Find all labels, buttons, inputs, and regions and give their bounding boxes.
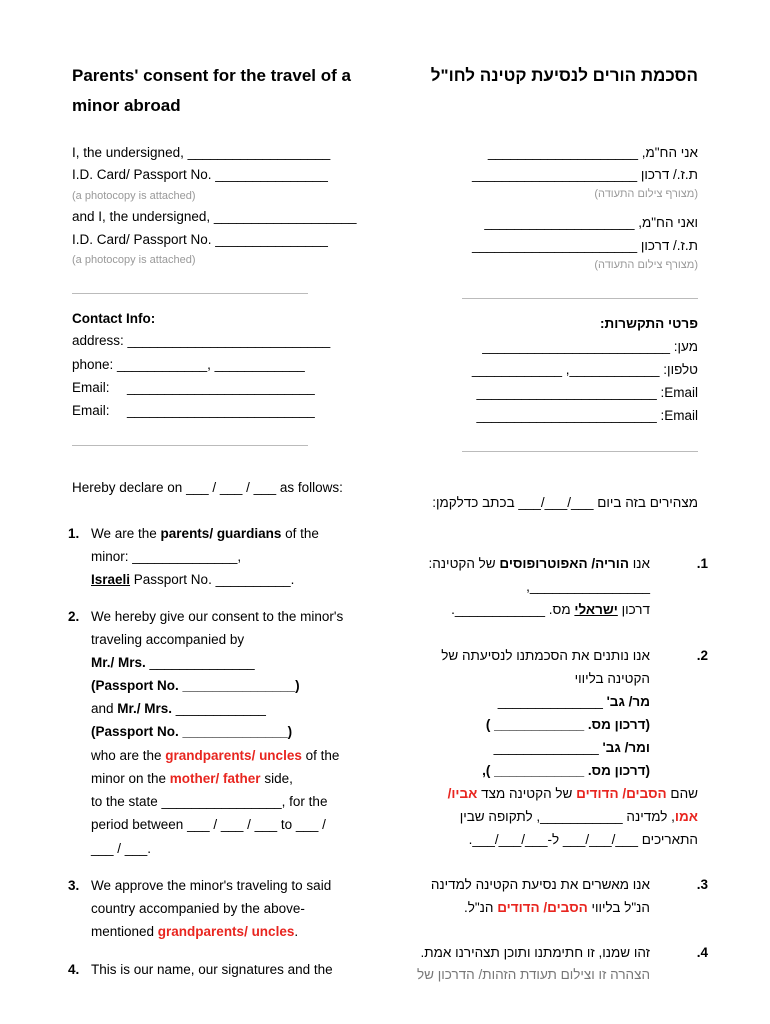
he-email-1-field[interactable]: Email: ________________________ [476,385,698,400]
email-label: Email: [72,380,110,395]
phone-field[interactable]: phone: ____________, ____________ [72,357,305,372]
he-companion-2-field[interactable]: ומר/ גב' ______________ [493,740,650,755]
item-2-side-line: minor on the mother/ father side, [91,771,293,786]
english-title-line-1: Parents' consent for the travel of a [72,66,351,85]
item-3-line-3: mentioned grandparents/ uncles. [91,924,299,939]
he-minor-name-field[interactable]: ________________, [526,579,650,594]
he-photocopy-note-1: (מצורף צילום התעודה) [594,188,698,200]
item-4-line-1: This is our name, our signatures and the [91,962,333,977]
he-declare-line[interactable]: מצהירים בזה ביום ___/___/___ בכתב כדלקמן: [432,495,698,510]
item-1-line-1: We are the parents/ guardians of the [91,526,319,541]
passport-field[interactable]: Israeli Passport No. __________. [91,572,295,587]
he-id-1-field[interactable]: ת.ז./ דרכון ______________________ [471,167,698,182]
he-item-4-line-2: הצהרה זו וצילום תעודת הזהות/ הדרכון של [417,967,650,982]
item-2-line-1: We hereby give our consent to the minor's [91,609,344,624]
he-photocopy-note-2: (מצורף צילום התעודה) [594,259,698,271]
he-companion-1-passport-field[interactable]: (דרכון מס. ____________ ) [485,717,650,732]
english-title-line-2: minor abroad [72,96,181,115]
he-item-2-line-1: אנו נותנים את הסכמתנו לנסיעתה של [441,648,650,663]
companion-1-passport-field[interactable]: (Passport No. _______________) [91,678,300,693]
he-contact-heading: פרטי התקשרות: [600,316,698,331]
photocopy-note-1: (a photocopy is attached) [72,190,196,202]
item-3-line-2: country accompanied by the above- [91,901,305,916]
companion-1-field[interactable]: Mr./ Mrs. ______________ [91,655,255,670]
item-3-line-1: We approve the minor's traveling to said [91,878,332,893]
he-passport-field[interactable]: דרכון ישראלי מס. ____________. [451,602,650,617]
email-1-field[interactable] [72,380,315,395]
address-field[interactable]: address: ___________________________ [72,333,331,348]
he-item-3-line-2: הנ"ל בליווי הסבים/ הדודים הנ"ל. [463,900,650,915]
he-undersigned-2-field[interactable]: ואני הח"מ, ____________________ [484,215,698,230]
he-phone-field[interactable]: טלפון: ____________, ____________ [471,362,698,377]
companion-2-field[interactable]: and Mr./ Mrs. ____________ [91,701,266,716]
item-2-number: 2. [68,609,80,624]
item-4-number: 4. [68,962,80,977]
item-2-line-2: traveling accompanied by [91,632,245,647]
divider [462,451,698,452]
he-item-1-number: 1. [696,556,708,571]
period-field[interactable]: period between ___ / ___ / ___ to ___ / [91,817,326,832]
he-item-4-line-1: זהו שמנו, זו חתימתנו ותוכן תצהירנו אמת. [420,945,650,960]
id-2-field[interactable]: I.D. Card/ Passport No. _______________ [72,232,328,247]
period-end-field[interactable]: ___ / ___. [91,841,152,856]
photocopy-note-2: (a photocopy is attached) [72,254,196,266]
he-period-field[interactable]: התאריכים ___/___/___ ל-___/___/___. [468,832,698,847]
he-item-1-line-1: אנו הוריה/ האפוטרופוסים של הקטינה: [428,556,650,571]
he-companion-1-field[interactable]: מר/ גב' ______________ [497,694,650,709]
he-item-4-number: 4. [696,945,708,960]
he-id-2-field[interactable]: ת.ז./ דרכון ______________________ [471,238,698,253]
email-line: _________________________ [127,380,315,395]
he-address-field[interactable]: מען: _________________________ [482,339,698,354]
he-item-2-destination-line[interactable]: אמו, למדינה ___________, לתקופה שבין [459,809,698,824]
id-1-field[interactable]: I.D. Card/ Passport No. _______________ [72,167,328,182]
contact-heading: Contact Info: [72,311,156,326]
he-item-2-number: 2. [696,648,708,663]
email-line: _________________________ [127,403,315,418]
undersigned-2-field[interactable]: and I, the undersigned, ___________________ [72,209,357,224]
declare-line[interactable]: Hereby declare on ___ / ___ / ___ as follows: [72,480,343,495]
email-label: Email: [72,403,110,418]
he-undersigned-1-field[interactable]: אני הח"מ, ____________________ [487,145,698,160]
minor-name-field[interactable]: minor: ______________, [91,549,242,564]
email-2-field[interactable] [72,403,315,418]
item-3-number: 3. [68,878,80,893]
divider [72,293,308,294]
he-item-2-line-2: הקטינה בליווי [574,671,650,686]
he-item-2-relation-line: שהם הסבים/ הדודים של הקטינה מצד אביו/ [447,786,698,801]
he-item-3-line-1: אנו מאשרים את נסיעת הקטינה למדינה [430,877,650,892]
hebrew-title: הסכמת הורים לנסיעת קטינה לחו"ל [430,66,698,85]
item-1-number: 1. [68,526,80,541]
companion-2-passport-field[interactable]: (Passport No. ______________) [91,724,293,739]
item-2-relation-line: who are the grandparents/ uncles of the [91,748,340,763]
he-item-3-number: 3. [696,877,708,892]
he-email-2-field[interactable]: Email: ________________________ [476,408,698,423]
divider [72,445,308,446]
he-companion-2-passport-field[interactable]: (דרכון מס. ____________ ), [482,763,650,778]
destination-field[interactable]: to the state ________________, for the [91,794,328,809]
divider [462,298,698,299]
undersigned-1-field[interactable]: I, the undersigned, ___________________ [72,145,331,160]
